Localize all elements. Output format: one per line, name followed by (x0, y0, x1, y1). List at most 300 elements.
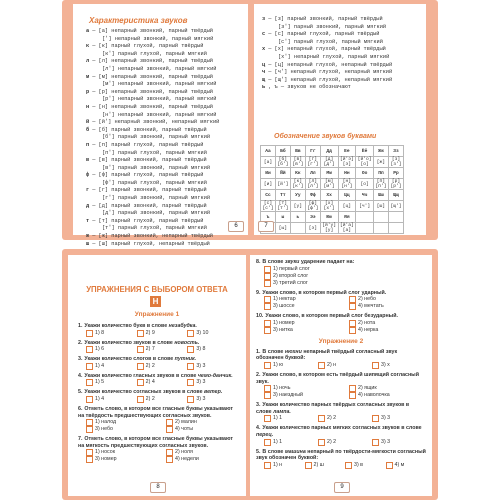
question-text (256, 313, 426, 320)
sound-description: [зʹ] парный звонкий, парный мягкий (278, 23, 387, 30)
checkbox-icon[interactable] (137, 396, 144, 403)
answer-label: 3) х (381, 361, 390, 368)
letter-cell: Ии (261, 168, 276, 179)
answer-option[interactable] (264, 439, 318, 446)
answer-label: 2) 7 (145, 346, 155, 353)
answer-label: 2) 2 (327, 415, 337, 422)
sound-row (86, 210, 219, 218)
letter-cell: Жж (373, 146, 388, 157)
letter-cell: Юю (320, 212, 338, 223)
checkbox-icon[interactable] (137, 330, 144, 337)
checkbox-icon[interactable] (349, 392, 356, 399)
question (256, 372, 426, 399)
answer-option[interactable] (187, 379, 238, 386)
question-keyword: звуки (284, 259, 300, 265)
question-text (78, 389, 238, 396)
answer-label: 1) 6 (95, 346, 105, 353)
sound-row (86, 81, 219, 89)
question-prompt: В слове (262, 448, 285, 455)
bottom-spread (62, 249, 438, 500)
question-keyword: новость. (174, 339, 200, 346)
sound-row (86, 142, 219, 150)
question-number: 4. (256, 425, 261, 432)
answer-option[interactable] (305, 462, 346, 469)
checkbox-icon[interactable] (264, 320, 271, 327)
question-keyword: чемо-данчик. (197, 372, 233, 379)
checkbox-icon[interactable] (187, 346, 194, 353)
letter-cell: Вв (290, 146, 305, 157)
checkbox-icon[interactable] (86, 379, 93, 386)
sound-letter: т (86, 217, 90, 224)
answer-option[interactable] (256, 320, 341, 327)
answer-option[interactable] (86, 379, 137, 386)
question-number: 5. (78, 389, 83, 396)
answer-options (78, 330, 238, 337)
question-number: 1. (78, 323, 83, 329)
checkbox-icon[interactable] (187, 330, 194, 337)
checkbox-icon[interactable] (137, 346, 144, 353)
sound-row (86, 150, 219, 158)
sound-description: — [з] парный звонкий, парный твёрдый (268, 16, 383, 22)
letter-cell: Дд (320, 146, 338, 157)
answer-option[interactable] (372, 415, 426, 422)
question-text (78, 340, 238, 347)
answer-option[interactable] (264, 462, 305, 469)
letter-cell: Зз (388, 146, 403, 157)
checkbox-icon[interactable] (264, 303, 271, 310)
answer-option[interactable] (341, 320, 426, 327)
checkbox-icon[interactable] (264, 273, 271, 280)
exercise-1-questions (78, 323, 238, 466)
question-text (256, 402, 426, 415)
answer-label: 2) небо (358, 296, 376, 303)
sound-letter: ц (262, 61, 266, 68)
letters-table-title: Обозначение звуков буквами (274, 133, 377, 140)
question (78, 323, 238, 337)
question-prompt-end: непарный по твёрдости-мягкости согласный звук обозначен буквой: (256, 448, 426, 462)
checkbox-icon[interactable] (264, 415, 271, 422)
sound-cell: [ы] (275, 223, 290, 234)
question-prompt: Укажи количество гласных звуков в слове (84, 372, 198, 379)
answer-option[interactable] (86, 363, 137, 370)
checkbox-icon[interactable] (86, 396, 93, 403)
sound-row (86, 104, 219, 112)
answer-label: 3) 3 (196, 362, 206, 369)
answer-option[interactable] (341, 296, 426, 303)
top-spread (62, 0, 438, 247)
sound-description: [вʹ] парный звонкий, парный мягкий (102, 164, 211, 171)
checkbox-icon[interactable] (349, 320, 356, 327)
checkbox-icon[interactable] (372, 439, 379, 446)
question-text (78, 323, 238, 330)
question-prompt: Укажи слово, в котором первый слог безударный. (265, 313, 398, 320)
page-number: 8 (150, 482, 166, 493)
sound-row (262, 54, 392, 62)
question-keyword: незабудка. (168, 323, 197, 329)
answer-options (78, 363, 238, 370)
sound-description: — [г] парный звонкий, парный твёрдый (92, 187, 207, 194)
sound-row (86, 43, 219, 51)
checkbox-icon[interactable] (318, 439, 325, 446)
letter-cell: Фф (305, 190, 320, 201)
checkbox-icon[interactable] (86, 419, 93, 426)
answer-option[interactable] (78, 449, 158, 456)
answer-option[interactable] (137, 379, 188, 386)
sound-description: — [р] непарный звонкий, парный твёрдый (92, 88, 213, 95)
answer-options (256, 320, 426, 334)
sound-cell: [ц] (338, 201, 356, 212)
answer-options (256, 362, 426, 369)
sound-cell: [н] [нʹ] (338, 179, 356, 190)
checkbox-icon[interactable] (345, 462, 352, 469)
question-prompt-end: непарный твёрдый согласный звук обозначен буквой: (256, 348, 398, 362)
checkbox-icon[interactable] (166, 419, 173, 426)
question-prompt: Укажи количество букв в слове (84, 323, 169, 329)
answer-option[interactable] (78, 426, 158, 433)
sound-cell: [р] [рʹ] (388, 179, 403, 190)
answer-option[interactable] (137, 396, 188, 403)
letter-cell: Йй (275, 168, 290, 179)
letter-cell: ь (290, 212, 305, 223)
sound-description: — [л] непарный звонкий, парный твёрдый (92, 58, 213, 65)
letter-cell: Ее (338, 146, 356, 157)
sound-row (86, 134, 219, 142)
answer-option[interactable] (78, 456, 158, 463)
sound-description: — [чʹ] непарный глухой, непарный мягкий (268, 69, 393, 76)
checkbox-icon[interactable] (349, 385, 356, 392)
letter-cell: Гг (305, 146, 320, 157)
checkbox-icon[interactable] (386, 462, 393, 469)
letter-cell: Лл (305, 168, 320, 179)
sound-description: — [д] парный звонкий, парный твёрдый (92, 202, 207, 209)
question-prompt: Укажи количество парных мягких согласных звуков в слове (262, 425, 422, 432)
answer-options (78, 379, 238, 386)
sound-letter: н (86, 103, 90, 110)
page-6 (73, 4, 248, 247)
checkbox-icon[interactable] (166, 456, 173, 463)
answer-options (78, 419, 238, 433)
answer-option[interactable] (318, 439, 372, 446)
answer-label: 2) 2 (145, 362, 155, 369)
answer-option[interactable] (256, 303, 341, 310)
answer-option[interactable] (158, 449, 238, 456)
answer-option[interactable] (158, 426, 238, 433)
answer-label: 1) 8 (95, 329, 105, 336)
answer-label: 3) шоссе (273, 303, 295, 310)
checkbox-icon[interactable] (86, 426, 93, 433)
question-text (256, 290, 426, 297)
checkbox-icon[interactable] (166, 426, 173, 433)
answer-label: 1) 5 (95, 379, 105, 386)
sound-description: [пʹ] парный глухой, парный мягкий (102, 149, 207, 156)
checkbox-icon[interactable] (264, 327, 271, 334)
answer-option[interactable] (86, 346, 137, 353)
question (78, 406, 238, 433)
question (256, 349, 426, 369)
answer-option[interactable] (372, 362, 426, 369)
sound-description: [рʹ] непарный звонкий, парный мягкий (102, 96, 217, 103)
sound-letter: ф (86, 172, 90, 179)
exercise-1-title: Упражнение 1 (134, 311, 180, 318)
answer-option[interactable] (187, 396, 238, 403)
answer-label: 2) нота (358, 319, 376, 326)
sound-cell: [ш] (373, 201, 388, 212)
answer-label: 4) чоты (175, 426, 194, 433)
checkbox-icon[interactable] (264, 362, 271, 369)
checkbox-icon[interactable] (86, 330, 93, 337)
checkbox-icon[interactable] (349, 296, 356, 303)
question-text (78, 373, 238, 380)
letter-cell: Нн (338, 168, 356, 179)
answer-label: 3) в (354, 461, 363, 468)
answer-label: 3) нитка (273, 326, 293, 333)
sound-row (262, 77, 392, 85)
sound-description: [ʹ] непарный звонкий, парный мягкий (102, 35, 214, 42)
question-keyword: перец. (256, 431, 274, 438)
sound-description: — [йʹ] непарный звонкий, непарный мягкий (92, 119, 220, 126)
checkbox-icon[interactable] (318, 415, 325, 422)
checkbox-icon[interactable] (166, 449, 173, 456)
sound-letter: з (262, 16, 266, 22)
letters-table-row (261, 168, 404, 179)
answer-option[interactable] (386, 462, 427, 469)
answer-label: 1) нектар (273, 296, 296, 303)
sound-description: [хʹ] непарный глухой, парный мягкий (278, 53, 390, 60)
page-number: 6 (228, 221, 244, 232)
answer-label: 2) второй слог (273, 272, 309, 279)
question-text (78, 436, 238, 449)
answer-option[interactable] (256, 280, 426, 287)
question-prompt: В слове (262, 348, 285, 355)
exercises-title: УПРАЖНЕНИЯ С ВЫБОРОМ ОТВЕТА (86, 285, 228, 294)
question (256, 313, 426, 334)
sound-cell (373, 223, 388, 234)
answer-label: 1) налод (95, 419, 117, 426)
question-prompt: Укажи количество парных твёрдых согласных звуков в слове (256, 402, 410, 415)
letters-table-row (261, 157, 404, 168)
answer-option[interactable] (158, 456, 238, 463)
checkbox-icon[interactable] (187, 379, 194, 386)
checkbox-icon[interactable] (137, 379, 144, 386)
checkbox-icon[interactable] (372, 415, 379, 422)
sound-letter: в (86, 157, 90, 164)
answer-option[interactable] (187, 330, 238, 337)
answer-option[interactable] (78, 419, 158, 426)
sound-row (86, 187, 219, 195)
sound-letter: х (262, 46, 266, 53)
answer-options (256, 385, 426, 399)
answer-label: 4) недели (175, 456, 199, 463)
checkbox-icon[interactable] (264, 266, 271, 273)
answer-option[interactable] (372, 439, 426, 446)
answer-option[interactable] (86, 330, 137, 337)
checkbox-icon[interactable] (264, 280, 271, 287)
answer-option[interactable] (264, 415, 318, 422)
answer-label: 3) 3 (196, 379, 206, 386)
sound-description: [гʹ] парный звонкий, парный мягкий (102, 195, 211, 202)
answer-option[interactable] (341, 392, 426, 399)
checkbox-icon[interactable] (372, 362, 379, 369)
answer-option[interactable] (256, 266, 426, 273)
sound-cell: [э] (305, 223, 320, 234)
letter-cell: Аа (261, 146, 276, 157)
question-number: 4. (78, 372, 83, 379)
question (256, 449, 426, 469)
answer-options (256, 439, 426, 446)
question-number: 10. (256, 313, 264, 320)
checkbox-icon[interactable] (305, 462, 312, 469)
answer-option[interactable] (187, 363, 238, 370)
sound-letter: р (86, 88, 90, 95)
checkbox-icon[interactable] (86, 346, 93, 353)
answer-option[interactable] (256, 273, 426, 280)
letter-cell: Ёё (356, 146, 374, 157)
sound-letter: с (262, 31, 266, 38)
answer-option[interactable] (345, 462, 386, 469)
checkbox-icon[interactable] (264, 296, 271, 303)
sound-cell: [б] [бʹ] (277, 157, 289, 167)
answer-label: 4) мечтать (358, 303, 384, 310)
answer-label: 4) нерка (358, 326, 379, 333)
sound-description: — [в] парный звонкий, парный твёрдый (92, 157, 207, 164)
sound-cell: [йʹо] [о] (357, 157, 372, 167)
answer-label: 3) небо (95, 426, 113, 433)
answer-label: 1) ю (273, 361, 284, 368)
letter-cell: ы (275, 212, 290, 223)
sound-cell: [ф] [фʹ] (307, 201, 319, 211)
sound-description: — [к] парный глухой, парный твёрдый (92, 43, 204, 50)
sound-characteristics-title: Характеристика звуков (89, 16, 188, 25)
sound-cell: [х] [хʹ] (320, 201, 338, 212)
sound-description: — [н] непарный звонкий, парный твёрдый (92, 103, 213, 110)
answer-label: 1) носок (95, 449, 116, 456)
checkbox-icon[interactable] (264, 439, 271, 446)
answer-option[interactable] (341, 303, 426, 310)
letter-cell (356, 212, 374, 223)
question-number: 6. (78, 405, 83, 412)
answer-option[interactable] (341, 327, 426, 334)
letter-cell: Мм (320, 168, 338, 179)
sound-cell: [щʹ] (388, 201, 403, 212)
answer-label: 1) 4 (95, 362, 105, 369)
sound-letter: ч (262, 69, 266, 76)
answer-option[interactable] (256, 327, 341, 334)
sound-cell (388, 223, 403, 234)
question (78, 356, 238, 370)
answer-options (256, 415, 426, 422)
question-text (256, 259, 426, 266)
checkbox-icon[interactable] (318, 362, 325, 369)
letters-table-row (261, 146, 404, 157)
answer-label: 2) 9 (145, 329, 155, 336)
sound-cell: [ж] (373, 157, 388, 168)
letter-cell: Кк (290, 168, 305, 179)
question-prompt: Укажи слово, в котором первый слог ударный. (262, 289, 387, 296)
page-number: 7 (258, 221, 274, 232)
answer-option[interactable] (318, 415, 372, 422)
answer-label: 2) 2 (327, 438, 337, 445)
sound-cell: [в] [вʹ] (292, 157, 304, 167)
checkbox-icon[interactable] (86, 449, 93, 456)
sound-row (86, 119, 219, 127)
answer-option[interactable] (137, 363, 188, 370)
question-prompt: Укажи количество звуков в слове (84, 339, 175, 346)
answer-option[interactable] (256, 392, 341, 399)
answer-option[interactable] (137, 330, 188, 337)
checkbox-icon[interactable] (187, 396, 194, 403)
answer-options (78, 396, 238, 403)
letter-cell: Уу (290, 190, 305, 201)
checkbox-icon[interactable] (264, 385, 271, 392)
question-prompt-end: ударение падает на: (299, 259, 355, 265)
checkbox-icon[interactable] (264, 462, 271, 469)
letters-table-row (261, 223, 404, 234)
letters-table (260, 145, 404, 234)
sound-cell: [л] [лʹ] (307, 179, 319, 189)
question-keyword: путник. (174, 356, 197, 363)
letter-cell: Бб (275, 146, 290, 157)
answer-label: 2) ш (313, 461, 324, 468)
sound-description: , ъ — звуков не обозначают (268, 84, 351, 91)
question (256, 259, 426, 287)
sound-row (262, 84, 392, 92)
letter-cell: Цц (338, 190, 356, 201)
checkbox-icon[interactable] (137, 363, 144, 370)
sound-description: [мʹ] непарный звонкий, парный мягкий (102, 81, 217, 88)
page-8 (68, 255, 246, 496)
question-number: 3. (78, 356, 83, 363)
exercise-questions-continued (256, 259, 426, 472)
answer-label: 2) 2 (145, 395, 155, 402)
checkbox-icon[interactable] (187, 363, 194, 370)
answer-label: 1) 1 (273, 438, 283, 445)
question (78, 340, 238, 354)
letter-cell: Ээ (305, 212, 320, 223)
answer-option[interactable] (187, 346, 238, 353)
answer-label: 3) 3 (196, 395, 206, 402)
answer-option[interactable] (256, 296, 341, 303)
letter-cell: Чч (356, 190, 374, 201)
question (78, 436, 238, 463)
sound-row (86, 58, 219, 66)
sound-description: — [ц] непарный глухой, непарный твёрдый (268, 61, 393, 68)
sound-cell (356, 223, 374, 234)
answer-option[interactable] (158, 419, 238, 426)
page-number: 9 (334, 482, 350, 493)
answer-option[interactable] (264, 362, 318, 369)
checkbox-icon[interactable] (349, 327, 356, 334)
answer-option[interactable] (86, 396, 137, 403)
answer-option[interactable] (318, 362, 372, 369)
question-number: 8. (256, 259, 261, 265)
sound-letter: м (86, 73, 90, 80)
answer-label: 3) 3 (381, 415, 391, 422)
sound-row (86, 157, 219, 165)
sound-row (86, 195, 219, 203)
question-number: 1. (256, 348, 261, 355)
answer-option[interactable] (341, 385, 426, 392)
letter-cell: Сс (261, 190, 276, 201)
sound-cell: [а] (261, 157, 276, 168)
checkbox-icon[interactable] (349, 303, 356, 310)
checkbox-icon[interactable] (264, 392, 271, 399)
checkbox-icon[interactable] (86, 456, 93, 463)
question-prompt: Укажи количество согласных звуков в слове (84, 389, 204, 396)
answer-option[interactable] (137, 346, 188, 353)
sound-description: [дʹ] парный звонкий, парный мягкий (102, 210, 211, 217)
checkbox-icon[interactable] (86, 363, 93, 370)
question-number: 5. (256, 448, 261, 455)
